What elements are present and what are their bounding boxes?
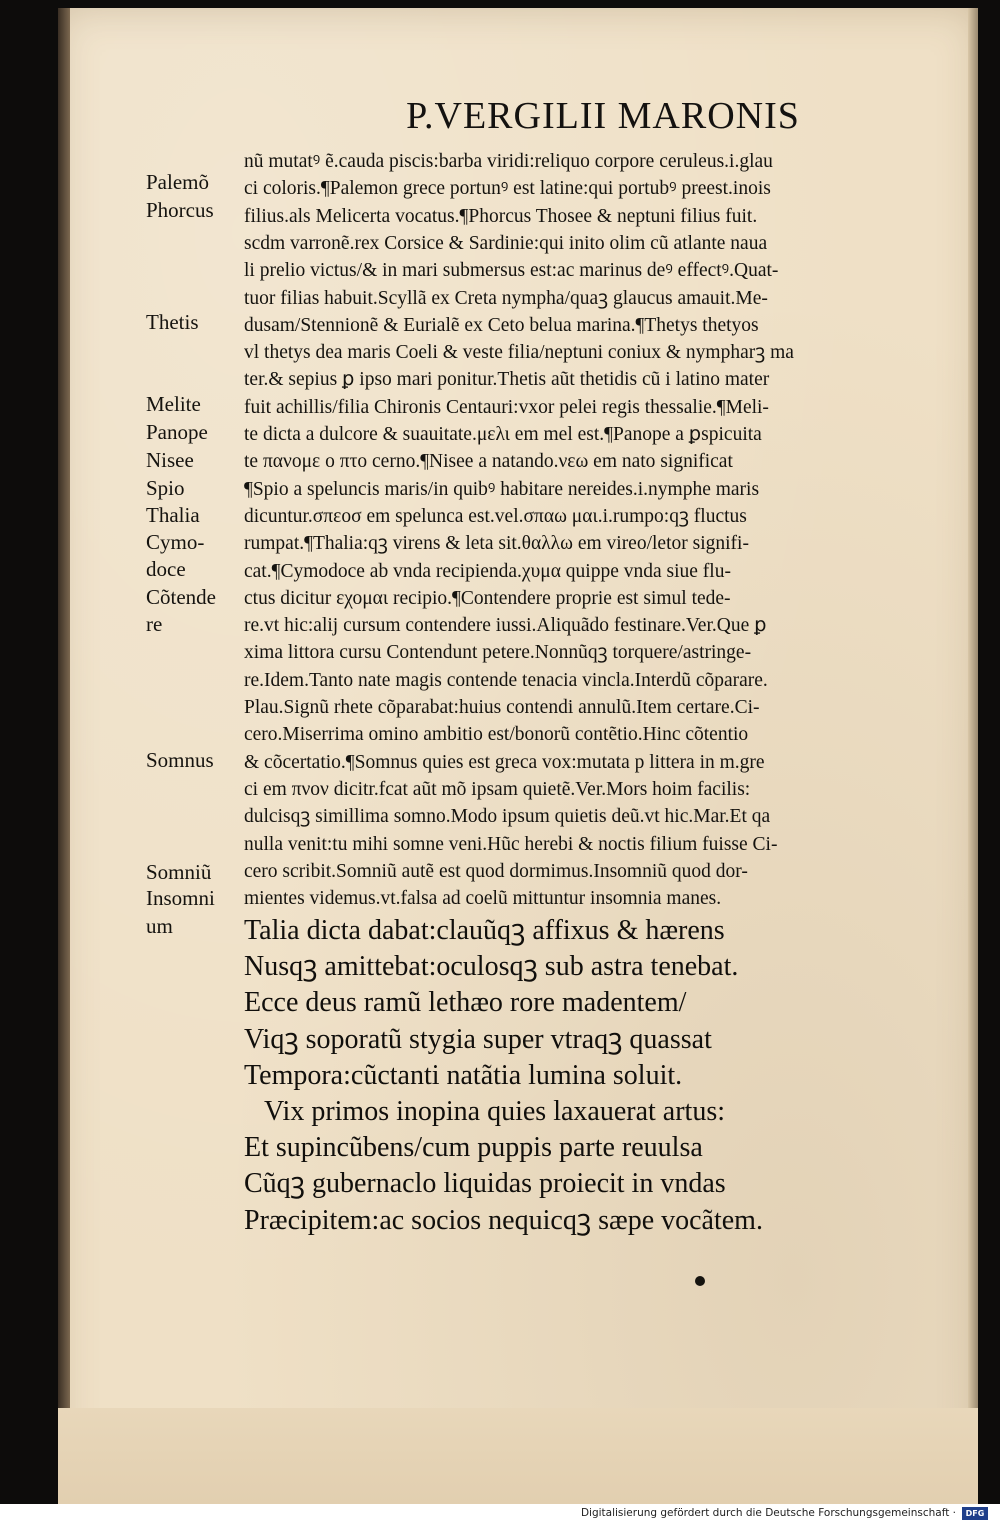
commentary-line: & cõcertatio.¶Somnus quies est greca vox:mutata p littera in m.gre [244, 751, 765, 773]
commentary-line: filius.als Melicerta vocatus.¶Phorcus Thosee & neptuni filius fuit. [244, 205, 758, 227]
commentary-line: xima littora cursu Contendunt petere.Nonnũqꝫ torquere/astringe- [244, 642, 752, 664]
commentary-line: te dicta a dulcore & suauitate.μελι em mel est.¶Panope a ꝑspicuita [244, 424, 762, 445]
commentary-line: cero scribit.Somniũ autẽ est quod dormimus.Insomniũ quod dor- [244, 860, 748, 882]
commentary-line: te πανομε ο πτο cerno.¶Nisee a natando.νεω em nato significat [244, 451, 733, 473]
ornament-dot [695, 1276, 705, 1286]
funding-credit: Digitalisierung gefördert durch die Deutsche Forschungsgemeinschaft · [580, 1507, 956, 1519]
commentary-line: ter.& sepius ꝑ ipso mari ponitur.Thetis aũt thetidis cũ i latino mater [244, 369, 770, 391]
verse-line: Vix primos inopina quies laxauerat artus: [264, 1096, 725, 1127]
commentary-line: cero.Miserrima omino ambitio est/bonorũ contẽtio.Hinc cõtentio [244, 724, 749, 746]
verse-line: Ecce deus ramũ lethæo rore madentem/ [244, 987, 687, 1019]
commentary-line: vl thetys dea maris Coeli & veste filia/neptuni coniux & nympharꝫ ma [244, 342, 794, 364]
margin-note: Phorcus [146, 198, 214, 222]
commentary-line: ci coloris.¶Palemon grece portunꝰ est latine:qui portubꝰ preest.inois [244, 178, 771, 200]
margin-note: Insomni [146, 886, 215, 910]
margin-note: Thalia [146, 503, 200, 527]
verse-line: Præcipitem:ac socios nequicqꝫ sæpe vocãtem. [244, 1204, 763, 1236]
commentary-line: ctus dicitur εχομαι recipio.¶Contendere proprie est simul tede- [244, 587, 731, 609]
commentary-line: ci em πνον dicitr.fcat aũt mõ ipsam quietẽ.Ver.Mors hoim facilis: [244, 778, 751, 800]
footer-bar [0, 1504, 1000, 1524]
commentary-line: dusam/Stennionẽ & Eurialẽ ex Ceto belua marina.¶Thetys thetyos [244, 314, 759, 336]
margin-note: um [146, 914, 173, 938]
commentary-line: mientes videmus.vt.falsa ad coelũ mittuntur insomnia manes. [244, 888, 722, 910]
book-page [58, 8, 978, 1504]
verse-line: Nusqꝫ amittebat:oculosqꝫ sub astra tenebat. [244, 951, 739, 983]
margin-note: Melite [146, 392, 201, 416]
commentary-line: fuit achillis/filia Chironis Centauri:vxor pelei regis thessalie.¶Meli- [244, 396, 769, 418]
margin-note: Nisee [146, 448, 194, 472]
margin-note: Somnus [146, 748, 214, 772]
verse-line: Talia dicta dabat:clauũqꝫ affixus & hærens [244, 915, 725, 946]
margin-note: doce [146, 557, 186, 581]
verse-line: Tempora:cũctanti natãtia lumina soluit. [244, 1059, 683, 1091]
page-edge [968, 8, 978, 1504]
book-spine-shadow [58, 8, 70, 1504]
running-head: P.VERGILII MARONIS [406, 95, 800, 137]
commentary-line: rumpat.¶Thalia:qꝫ virens & leta sit.θαλλω em vireo/letor signifi- [244, 533, 749, 555]
commentary-line: Plau.Signũ rhete cõparabat:huius contendi annulũ.Item certare.Ci- [244, 697, 760, 718]
verse-line: Cũqꝫ gubernaclo liquidas proiecit in vndas [244, 1168, 726, 1200]
commentary-line: nũ mutatꝰ ẽ.cauda piscis:barba viridi:reliquo corpore ceruleus.i.glau [244, 151, 773, 172]
margin-note: re [146, 612, 163, 636]
commentary-line: ¶Spio a speluncis maris/in quibꝰ habitare nereides.i.nymphe maris [244, 478, 760, 500]
commentary-line: re.vt hic:alij cursum contendere iussi.Aliquãdo festinare.Ver.Que ꝑ [244, 615, 767, 637]
commentary-line: nulla venit:tu mihi somne veni.Hũc herebi & noctis filium fuisse Ci- [244, 833, 778, 855]
commentary-line: li prelio victus/& in mari submersus est:ac marinus deꝰ effectꝰ.Quat- [244, 260, 779, 282]
commentary-line: cat.¶Cymodoce ab vnda recipienda.χυμα quippe vnda siue flu- [244, 560, 731, 582]
verse-line: Et supincũbens/cum puppis parte reuulsa [244, 1132, 703, 1164]
commentary-line: re.Idem.Tanto nate magis contende tenacia vincla.Interdũ cõparare. [244, 669, 768, 691]
verse-line: Viqꝫ soporatũ stygia super vtraqꝫ quassat [244, 1023, 712, 1055]
commentary-line: scdm varronẽ.rex Corsice & Sardinie:qui inito olim cũ atlante naua [244, 232, 768, 254]
margin-note: Cymo- [146, 530, 205, 554]
margin-note: Palemõ [146, 170, 209, 194]
margin-note: Panope [146, 420, 208, 444]
commentary-line: tuor filias habuit.Scyllã ex Creta nympha/quaꝫ glaucus amauit.Me- [244, 287, 768, 309]
margin-note: Cõtende [146, 585, 216, 609]
margin-note: Thetis [146, 310, 199, 334]
commentary-line: dulcisqꝫ simillima somno.Modo ipsum quietis deũ.vt hic.Mar.Et qa [244, 806, 771, 828]
margin-note: Spio [146, 476, 185, 500]
commentary-line: dicuntur.σπεοσ em spelunca est.vel.σπαω μαι.i.rumpo:qꝫ fluctus [244, 505, 747, 527]
dfg-logo: DFG [962, 1507, 988, 1520]
margin-note: Somniũ [146, 860, 212, 884]
